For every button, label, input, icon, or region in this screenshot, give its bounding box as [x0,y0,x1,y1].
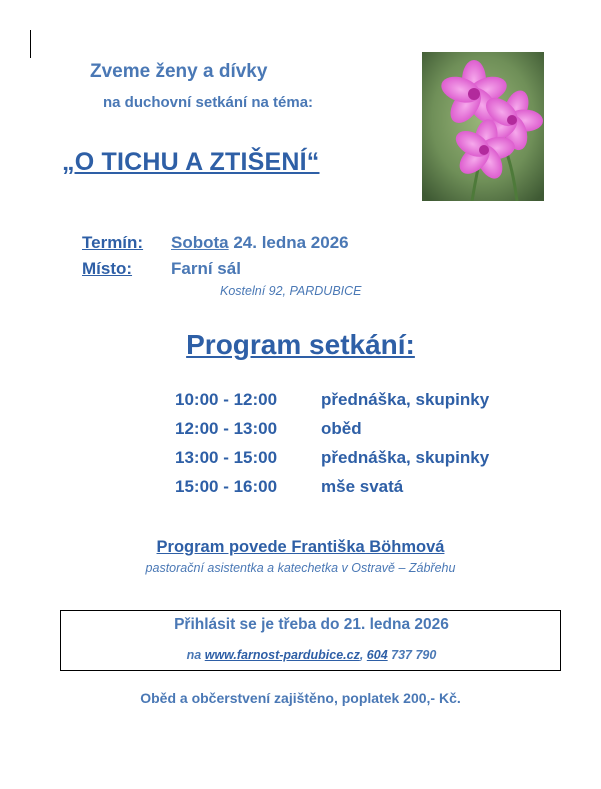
footer-note: Oběd a občerstvení zajištěno, poplatek 200,- Kč. [140,690,461,706]
place-value: Farní sál [171,259,241,278]
schedule-activity: přednáška, skupinky [321,448,490,467]
schedule-row [175,419,362,439]
website-link[interactable]: www.farnost-pardubice.cz [204,648,360,662]
flower-image [422,52,544,201]
schedule-time: 13:00 - 15:00 [175,448,278,467]
schedule-activity: mše svatá [321,477,404,496]
place-address: Kostelní 92, PARDUBICE [220,284,362,298]
schedule-time: 12:00 - 13:00 [175,419,278,438]
registration-contact [61,648,562,662]
schedule-time: 15:00 - 16:00 [175,477,278,496]
contact-separator: , [359,648,367,662]
phone-number: 737 790 [387,648,437,662]
schedule-row [175,477,403,497]
term-date: 24. ledna 2026 [228,233,349,252]
program-leader [0,538,601,557]
program-title [0,329,601,361]
contact-prefix: na [186,648,205,662]
place-label: Místo: [82,259,133,278]
schedule-row [175,448,489,468]
schedule-row [175,390,489,410]
term-value [171,233,349,253]
program-title-text: Program setkání: [186,329,415,360]
phone-prefix[interactable]: 604 [366,648,388,662]
schedule-time: 10:00 - 12:00 [175,390,278,409]
event-title: „O TICHU A ZTIŠENÍ“ [62,148,320,176]
term-day: Sobota [171,233,229,252]
schedule-activity: přednáška, skupinky [321,390,490,409]
schedule-activity: oběd [321,419,362,438]
registration-box [60,610,561,671]
invite-line-2: na duchovní setkání na téma: [103,94,314,111]
program-leader-text: Program povede Františka Böhmová [156,538,445,556]
invite-line-1: Zveme ženy a dívky [90,61,268,82]
term-label: Termín: [82,233,144,252]
text-cursor [30,30,31,58]
program-leader-role: pastorační asistentka a katechetka v Ostravě – Zábřehu [145,561,456,575]
registration-deadline: Přihlásit se je třeba do 21. ledna 2026 [174,616,449,633]
